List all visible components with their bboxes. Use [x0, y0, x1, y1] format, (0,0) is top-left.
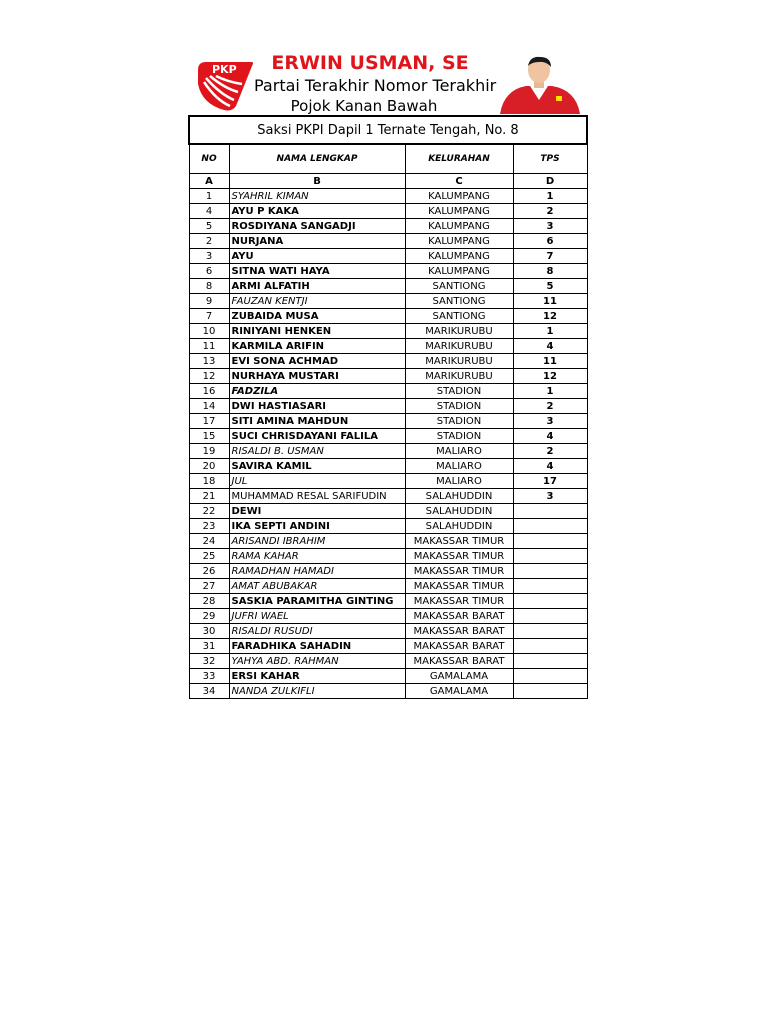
row-tps [513, 669, 587, 684]
row-nama: RAMA KAHAR [229, 549, 405, 564]
table-row [189, 549, 587, 564]
table-row [189, 219, 587, 234]
column-letter-row [189, 174, 587, 189]
table-row [189, 429, 587, 444]
row-tps: 3 [513, 219, 587, 234]
row-kelurahan: SANTIONG [405, 279, 513, 294]
letter-kelurahan: C [405, 174, 513, 189]
logo-text: PKP [212, 63, 237, 76]
header-kelurahan: KELURAHAN [405, 144, 513, 174]
row-no: 25 [189, 549, 229, 564]
row-nama: NANDA ZULKIFLI [229, 684, 405, 699]
row-no: 31 [189, 639, 229, 654]
row-nama: EVI SONA ACHMAD [229, 354, 405, 369]
row-kelurahan: MARIKURUBU [405, 354, 513, 369]
row-nama: DEWI [229, 504, 405, 519]
row-no: 13 [189, 354, 229, 369]
row-tps: 17 [513, 474, 587, 489]
row-tps: 2 [513, 444, 587, 459]
row-nama: MUHAMMAD RESAL SARIFUDIN [229, 489, 405, 504]
slogan-line-2: Pojok Kanan Bawah [290, 97, 438, 115]
row-kelurahan: GAMALAMA [405, 684, 513, 699]
row-nama: KARMILA ARIFIN [229, 339, 405, 354]
row-no: 5 [189, 219, 229, 234]
row-nama: ARMI ALFATIH [229, 279, 405, 294]
letter-tps: D [513, 174, 587, 189]
row-tps: 4 [513, 459, 587, 474]
row-kelurahan: MALIARO [405, 459, 513, 474]
row-nama: AMAT ABUBAKAR [229, 579, 405, 594]
row-kelurahan: MAKASSAR TIMUR [405, 534, 513, 549]
row-no: 30 [189, 624, 229, 639]
row-tps [513, 564, 587, 579]
row-tps: 2 [513, 399, 587, 414]
table-row [189, 639, 587, 654]
row-tps: 4 [513, 429, 587, 444]
table-row [189, 294, 587, 309]
table-row [189, 264, 587, 279]
table-row [189, 684, 587, 699]
row-kelurahan: MAKASSAR TIMUR [405, 549, 513, 564]
row-nama: RAMADHAN HAMADI [229, 564, 405, 579]
row-no: 7 [189, 309, 229, 324]
row-nama: SITI AMINA MAHDUN [229, 414, 405, 429]
row-no: 15 [189, 429, 229, 444]
row-nama: ROSDIYANA SANGADJI [229, 219, 405, 234]
table-row [189, 339, 587, 354]
witness-table [188, 115, 588, 699]
row-tps [513, 684, 587, 699]
row-kelurahan: KALUMPANG [405, 249, 513, 264]
table-row [189, 234, 587, 249]
table-caption-row [189, 116, 587, 144]
row-kelurahan: MAKASSAR TIMUR [405, 594, 513, 609]
table-row [189, 519, 587, 534]
row-nama: SITNA WATI HAYA [229, 264, 405, 279]
row-kelurahan: MAKASSAR BARAT [405, 624, 513, 639]
table-row [189, 489, 587, 504]
row-tps [513, 654, 587, 669]
row-nama: NURJANA [229, 234, 405, 249]
row-no: 11 [189, 339, 229, 354]
row-kelurahan: MAKASSAR TIMUR [405, 579, 513, 594]
row-no: 22 [189, 504, 229, 519]
row-kelurahan: MAKASSAR BARAT [405, 639, 513, 654]
page-header [0, 0, 768, 118]
row-no: 16 [189, 384, 229, 399]
header-tps: TPS [513, 144, 587, 174]
table-row [189, 324, 587, 339]
table-caption: Saksi PKPI Dapil 1 Ternate Tengah, No. 8 [189, 116, 587, 144]
row-nama: RINIYANI HENKEN [229, 324, 405, 339]
row-nama: ARISANDI IBRAHIM [229, 534, 405, 549]
slogan-line-1: Partai Terakhir Nomor Terakhir [254, 76, 497, 95]
row-tps: 3 [513, 489, 587, 504]
row-tps: 1 [513, 189, 587, 204]
table-row [189, 564, 587, 579]
table-row [189, 249, 587, 264]
table-row [189, 369, 587, 384]
row-no: 4 [189, 204, 229, 219]
row-kelurahan: KALUMPANG [405, 219, 513, 234]
row-kelurahan: MARIKURUBU [405, 324, 513, 339]
row-kelurahan: KALUMPANG [405, 264, 513, 279]
row-kelurahan: MARIKURUBU [405, 339, 513, 354]
table-row [189, 204, 587, 219]
row-kelurahan: MAKASSAR TIMUR [405, 564, 513, 579]
table-row [189, 609, 587, 624]
row-tps: 3 [513, 414, 587, 429]
row-tps [513, 594, 587, 609]
row-nama: FAUZAN KENTJI [229, 294, 405, 309]
table-row [189, 399, 587, 414]
table-row [189, 384, 587, 399]
row-tps: 5 [513, 279, 587, 294]
row-tps: 4 [513, 339, 587, 354]
table-row [189, 654, 587, 669]
header-no: NO [189, 144, 229, 174]
letter-no: A [189, 174, 229, 189]
row-kelurahan: SALAHUDDIN [405, 519, 513, 534]
row-tps: 2 [513, 204, 587, 219]
row-tps [513, 504, 587, 519]
row-nama: ZUBAIDA MUSA [229, 309, 405, 324]
row-tps [513, 624, 587, 639]
row-no: 20 [189, 459, 229, 474]
row-tps: 1 [513, 384, 587, 399]
row-nama: RISALDI RUSUDI [229, 624, 405, 639]
row-no: 2 [189, 234, 229, 249]
row-nama: FARADHIKA SAHADIN [229, 639, 405, 654]
candidate-name: ERWIN USMAN, SE [271, 52, 469, 74]
row-tps [513, 519, 587, 534]
row-nama: AYU P KAKA [229, 204, 405, 219]
row-kelurahan: SALAHUDDIN [405, 504, 513, 519]
pkp-party-logo-icon [196, 60, 256, 112]
row-no: 9 [189, 294, 229, 309]
row-no: 6 [189, 264, 229, 279]
candidate-portrait-icon [496, 56, 582, 114]
table-row [189, 504, 587, 519]
row-nama: YAHYA ABD. RAHMAN [229, 654, 405, 669]
row-kelurahan: SANTIONG [405, 294, 513, 309]
row-tps [513, 639, 587, 654]
row-kelurahan: MAKASSAR BARAT [405, 609, 513, 624]
row-kelurahan: GAMALAMA [405, 669, 513, 684]
row-tps: 6 [513, 234, 587, 249]
row-no: 33 [189, 669, 229, 684]
table-row [189, 594, 587, 609]
row-no: 34 [189, 684, 229, 699]
row-kelurahan: MAKASSAR BARAT [405, 654, 513, 669]
row-kelurahan: MALIARO [405, 474, 513, 489]
row-no: 3 [189, 249, 229, 264]
row-nama: JUL [229, 474, 405, 489]
row-tps [513, 534, 587, 549]
row-nama: ERSI KAHAR [229, 669, 405, 684]
row-no: 19 [189, 444, 229, 459]
row-tps: 11 [513, 294, 587, 309]
letter-nama: B [229, 174, 405, 189]
table-header-row [189, 144, 587, 174]
row-nama: SAVIRA KAMIL [229, 459, 405, 474]
row-kelurahan: STADION [405, 429, 513, 444]
row-kelurahan: SALAHUDDIN [405, 489, 513, 504]
row-nama: SYAHRIL KIMAN [229, 189, 405, 204]
row-kelurahan: KALUMPANG [405, 189, 513, 204]
row-kelurahan: MALIARO [405, 444, 513, 459]
row-no: 1 [189, 189, 229, 204]
row-kelurahan: MARIKURUBU [405, 369, 513, 384]
row-tps: 11 [513, 354, 587, 369]
table-row [189, 309, 587, 324]
table-row [189, 444, 587, 459]
row-no: 29 [189, 609, 229, 624]
row-nama: RISALDI B. USMAN [229, 444, 405, 459]
table-row [189, 354, 587, 369]
row-tps: 12 [513, 309, 587, 324]
row-nama: DWI HASTIASARI [229, 399, 405, 414]
row-kelurahan: STADION [405, 399, 513, 414]
row-nama: IKA SEPTI ANDINI [229, 519, 405, 534]
row-no: 8 [189, 279, 229, 294]
row-no: 21 [189, 489, 229, 504]
table-row [189, 669, 587, 684]
row-tps [513, 579, 587, 594]
row-kelurahan: SANTIONG [405, 309, 513, 324]
row-no: 26 [189, 564, 229, 579]
row-tps [513, 609, 587, 624]
row-no: 28 [189, 594, 229, 609]
row-no: 17 [189, 414, 229, 429]
row-no: 27 [189, 579, 229, 594]
row-nama: NURHAYA MUSTARI [229, 369, 405, 384]
row-no: 10 [189, 324, 229, 339]
table-row [189, 189, 587, 204]
table-row [189, 624, 587, 639]
table-row [189, 474, 587, 489]
row-no: 18 [189, 474, 229, 489]
row-nama: FADZILA [229, 384, 405, 399]
table-row [189, 534, 587, 549]
row-tps: 8 [513, 264, 587, 279]
row-tps: 7 [513, 249, 587, 264]
table-row [189, 279, 587, 294]
row-no: 12 [189, 369, 229, 384]
table-row [189, 579, 587, 594]
row-tps: 12 [513, 369, 587, 384]
row-tps [513, 549, 587, 564]
row-nama: AYU [229, 249, 405, 264]
row-nama: SASKIA PARAMITHA GINTING [229, 594, 405, 609]
row-tps: 1 [513, 324, 587, 339]
row-kelurahan: STADION [405, 384, 513, 399]
table-row [189, 459, 587, 474]
row-no: 23 [189, 519, 229, 534]
header-nama: NAMA LENGKAP [229, 144, 405, 174]
row-kelurahan: KALUMPANG [405, 234, 513, 249]
table-row [189, 414, 587, 429]
row-kelurahan: STADION [405, 414, 513, 429]
row-no: 32 [189, 654, 229, 669]
row-kelurahan: KALUMPANG [405, 204, 513, 219]
row-no: 14 [189, 399, 229, 414]
row-nama: JUFRI WAEL [229, 609, 405, 624]
row-no: 24 [189, 534, 229, 549]
row-nama: SUCI CHRISDAYANI FALILA [229, 429, 405, 444]
